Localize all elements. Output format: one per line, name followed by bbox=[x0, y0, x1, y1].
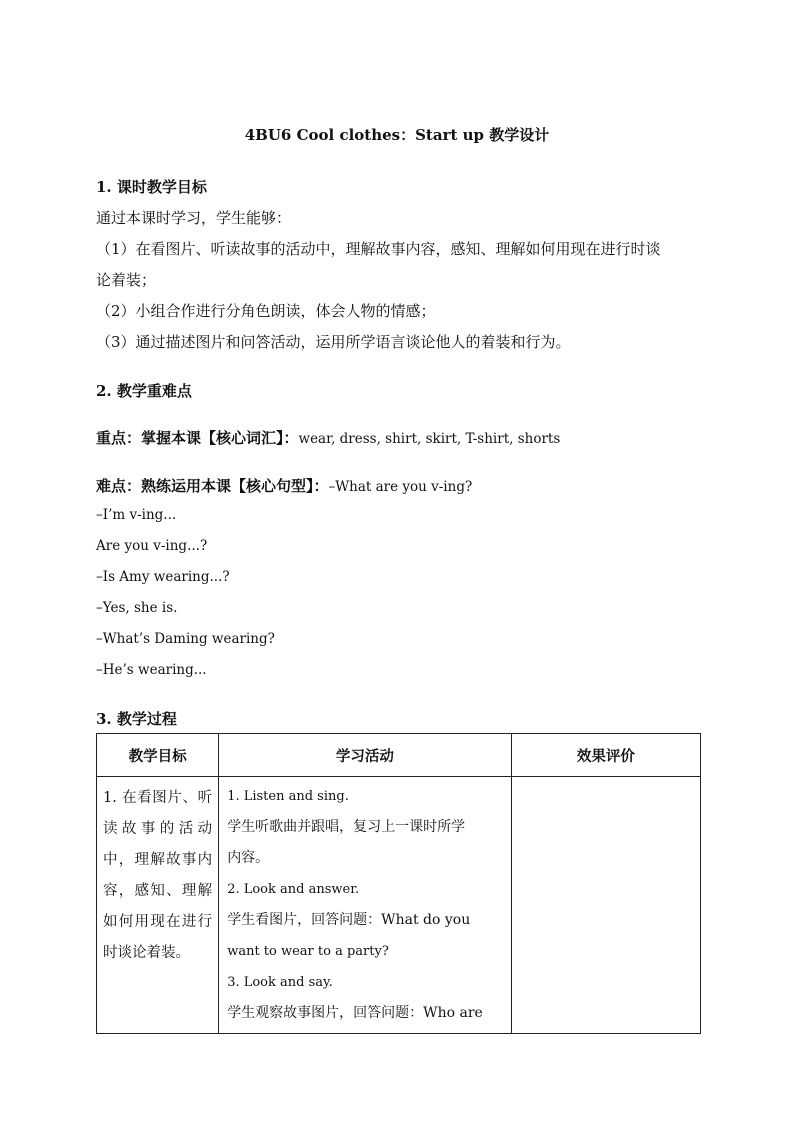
activity-line: 3. Look and say. bbox=[227, 975, 333, 990]
objective-item-1-line-1: （1）在看图片、听读故事的活动中，理解故事内容，感知、理解如何用现在进行时谈 bbox=[96, 240, 661, 258]
section-heading-objectives: 1. 课时教学目标 bbox=[96, 178, 207, 196]
activity-line: 学生观察故事图片，回答问题：Who are bbox=[227, 1005, 483, 1021]
teaching-process-table bbox=[96, 733, 701, 1034]
header-evaluation: 效果评价 bbox=[511, 734, 700, 777]
goal-cell: 1. 在看图片、听读故事的活动中，理解故事内容，感知、理解如何用现在进行时谈论着装。 bbox=[97, 777, 219, 1034]
header-goal: 教学目标 bbox=[97, 734, 219, 777]
activity-line: 内容。 bbox=[227, 850, 270, 866]
objectives-intro: 通过本课时学习，学生能够： bbox=[96, 209, 292, 227]
activity-line: 学生听歌曲并跟唱，复习上一课时所学 bbox=[227, 819, 466, 835]
activity-cell bbox=[219, 777, 511, 1034]
sentence-pattern: Are you v-ing...? bbox=[96, 538, 208, 554]
objective-item-3: （3）通过描述图片和问答活动，运用所学语言谈论他人的着装和行为。 bbox=[96, 333, 571, 351]
difficult-sentence: –What are you v-ing? bbox=[328, 479, 473, 495]
objective-item-2: （2）小组合作进行分角色朗读，体会人物的情感； bbox=[96, 302, 436, 320]
key-point-line bbox=[96, 427, 560, 448]
difficult-point-label: 难点：熟练运用本课【核心句型】： bbox=[96, 477, 329, 495]
activity-line: 2. Look and answer. bbox=[227, 882, 360, 897]
header-activity: 学习活动 bbox=[219, 734, 511, 777]
evaluation-cell bbox=[511, 777, 700, 1034]
section-heading-key-points: 2. 教学重难点 bbox=[96, 382, 192, 400]
difficult-point-line bbox=[96, 475, 472, 496]
activity-line: 1. Listen and sing. bbox=[227, 789, 349, 804]
key-point-label: 重点：掌握本课【核心词汇】： bbox=[96, 429, 299, 447]
table-header-row bbox=[97, 734, 701, 777]
sentence-pattern: –What’s Daming wearing? bbox=[96, 631, 275, 647]
sentence-pattern: –Is Amy wearing...? bbox=[96, 569, 230, 585]
objective-item-1-line-2: 论着装； bbox=[96, 271, 157, 289]
table-row bbox=[97, 777, 701, 1034]
activity-line: want to wear to a party? bbox=[227, 944, 389, 959]
sentence-pattern: –He’s wearing... bbox=[96, 662, 207, 678]
section-heading-process: 3. 教学过程 bbox=[96, 710, 177, 728]
sentence-pattern: –Yes, she is. bbox=[96, 600, 178, 616]
key-vocabulary: wear, dress, shirt, skirt, T-shirt, shorts bbox=[298, 431, 561, 447]
page-title: 4BU6 Cool clothes：Start up 教学设计 bbox=[244, 126, 550, 144]
sentence-pattern: –I’m v-ing... bbox=[96, 507, 177, 523]
activity-line: 学生看图片，回答问题：What do you bbox=[227, 912, 471, 928]
